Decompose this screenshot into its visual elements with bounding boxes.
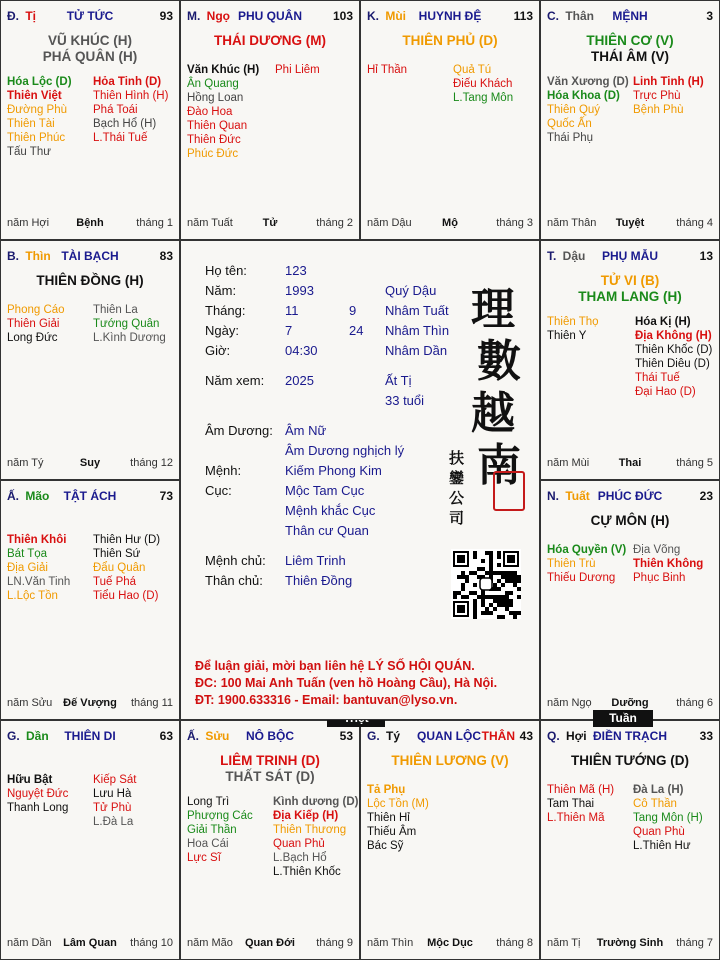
heavenly-stem: C. [547, 9, 559, 23]
menh-chu-label: Mệnh chủ: [205, 553, 266, 568]
minor-star: L.Lộc Tồn [7, 590, 58, 602]
minor-star: L.Thiên Hư [633, 840, 691, 852]
life-stage: Trường Sinh [596, 937, 664, 949]
life-stage: Quan Đới [245, 937, 295, 949]
small-calligraphy-char: 公 [449, 489, 465, 507]
minor-star: L.Bạch Hổ [273, 852, 327, 864]
minor-star: Tiểu Hao (D) [93, 590, 159, 602]
calligraphy-char: 越 [471, 388, 515, 439]
minor-star: Quan Phù [633, 826, 685, 838]
right-stars [633, 783, 703, 853]
minor-star: Tang Môn (H) [633, 812, 703, 824]
menh-label: Mệnh: [205, 463, 242, 478]
minor-star: Đà La (H) [633, 784, 684, 796]
palace-footer [7, 217, 173, 231]
palace-number: 13 [699, 249, 713, 263]
minor-star: Tấu Thư [7, 146, 51, 158]
major-star: THIÊN TƯỚNG (D) [571, 753, 689, 768]
minor-star: Thiên La [93, 304, 138, 316]
minor-star: Tướng Quân [93, 318, 160, 330]
minor-star: Bệnh Phù [633, 104, 684, 116]
palace-name: HUYNH ĐỆ [418, 9, 482, 23]
palace-footer [547, 217, 713, 231]
palace-header [547, 249, 713, 265]
minor-star: Thiếu Dương [547, 572, 616, 584]
palace-number: 113 [513, 9, 533, 23]
month-label: tháng 11 [130, 697, 173, 709]
minor-star: Đường Phù [7, 104, 67, 116]
palace-name: MỆNH [612, 9, 648, 23]
minor-star: Thiên Sứ [93, 548, 141, 560]
heavenly-stem: N. [547, 489, 559, 503]
minor-star: Thiên Đức [187, 134, 241, 146]
palace-footer [187, 217, 353, 231]
year-label: năm Mão [187, 937, 233, 949]
right-stars [273, 795, 358, 879]
palace-cell-ngo[interactable] [180, 0, 360, 240]
earthly-branch: Tị [22, 9, 36, 23]
palace-footer [187, 937, 353, 951]
field-label: Giờ: [205, 343, 231, 358]
heavenly-stem: Ấ. [187, 729, 199, 743]
life-stage: Dưỡng [611, 697, 649, 709]
palace-name: TẬT ÁCH [63, 489, 117, 503]
palace-header [547, 489, 713, 505]
minor-star: Tử Phù [93, 802, 132, 814]
field-value: 123 [285, 263, 307, 278]
life-stage: Thai [618, 457, 642, 469]
palace-name: THIÊN DI [64, 729, 116, 743]
major-star: THIÊN CƠ (V) [586, 33, 674, 48]
life-stage: Suy [79, 457, 101, 469]
minor-star: Thiên Tài [7, 118, 55, 130]
tuan-label: Tuần [593, 710, 653, 727]
minor-star: Lộc Tồn (M) [367, 798, 429, 810]
cuc-note: Mệnh khắc Cục [285, 503, 376, 518]
red-seal-stamp [493, 471, 525, 511]
minor-star: Long Trì [187, 796, 230, 808]
minor-star: Quan Phủ [273, 838, 325, 850]
palace-footer [547, 457, 713, 471]
life-stage: Tử [262, 217, 278, 229]
major-star: PHÁ QUÂN (H) [42, 49, 138, 64]
year-label: năm Hợi [7, 217, 50, 229]
month-label: tháng 2 [316, 217, 353, 229]
palace-header [547, 729, 713, 745]
palace-number: 3 [706, 9, 713, 23]
palace-number: 63 [159, 729, 173, 743]
right-stars [633, 75, 704, 117]
major-star: CỰ MÔN (H) [590, 513, 670, 528]
minor-star: Văn Khúc (H) [187, 64, 260, 76]
minor-star: Thái Tuế [635, 372, 680, 384]
year-label: năm Thìn [367, 937, 414, 949]
minor-star: Địa Võng [633, 544, 681, 556]
am-duong-note: Âm Dương nghịch lý [285, 443, 405, 458]
minor-star: Phượng Các [187, 810, 253, 822]
minor-star: Thiên Việt [7, 90, 62, 102]
palace-header [187, 729, 353, 745]
year-label: năm Mùi [547, 457, 590, 469]
minor-star: Thiên Thọ [547, 316, 599, 328]
earthly-branch: Dần [22, 729, 49, 743]
than-chu-label: Thân chủ: [205, 573, 263, 588]
field-can-chi: Nhâm Dần [385, 343, 448, 358]
minor-star: Nguyệt Đức [7, 788, 69, 800]
minor-star: Thiên Hỉ [367, 812, 410, 824]
palace-name: TỬ TỨC [66, 9, 114, 23]
minor-star: Thiếu Âm [367, 826, 417, 838]
minor-star: Long Đức [7, 332, 58, 344]
palace-number: 83 [159, 249, 173, 263]
major-star: LIÊM TRINH (D) [220, 753, 320, 768]
minor-star: Thiên Không [633, 558, 704, 570]
year-label: năm Ngọ [547, 697, 592, 709]
palace-footer [7, 697, 173, 711]
minor-star: Thiên Thương [273, 824, 347, 836]
field-value-lunar: 24 [349, 323, 364, 338]
qr-code[interactable] [451, 549, 521, 619]
heavenly-stem: T. [547, 249, 557, 263]
nam-xem-value: 2025 [285, 373, 314, 388]
heavenly-stem: Q. [547, 729, 560, 743]
left-stars [547, 315, 599, 343]
earthly-branch: Dậu [559, 249, 586, 263]
minor-star: LN.Văn Tinh [7, 576, 71, 588]
minor-star: Phá Toái [93, 104, 138, 116]
palace-number: 23 [699, 489, 713, 503]
field-value: 11 [285, 303, 299, 318]
body-palace-badge: THÂN [481, 729, 515, 743]
cuc-label: Cục: [205, 483, 232, 498]
minor-star: Ân Quang [187, 78, 239, 90]
minor-star: Quả Tú [453, 64, 492, 76]
right-stars [93, 75, 168, 145]
minor-star: Phi Liêm [275, 64, 320, 76]
minor-star: Thiên Hình (H) [93, 90, 169, 102]
age: 33 tuổi [385, 393, 425, 408]
minor-star: Hữu Bật [7, 774, 53, 786]
palace-header [7, 729, 173, 745]
year-label: năm Tý [7, 457, 44, 469]
month-label: tháng 6 [676, 697, 713, 709]
minor-star: Địa Giải [7, 562, 48, 574]
major-star: TỬ VI (B) [600, 273, 660, 288]
palace-header [7, 489, 173, 505]
palace-footer [547, 937, 713, 951]
left-stars [7, 75, 72, 159]
year-label: năm Dần [7, 937, 52, 949]
minor-star: Tam Thai [547, 798, 595, 810]
earthly-branch: Sửu [202, 729, 230, 743]
palace-name: ĐIỀN TRẠCH [593, 729, 667, 743]
earthly-branch: Tuất [562, 489, 590, 503]
palace-cell-ty[interactable] [0, 0, 180, 240]
minor-star: Hóa Lộc (D) [7, 76, 72, 88]
earthly-branch: Tý [382, 729, 401, 743]
cuc-note-2: Thân cư Quan [285, 523, 369, 538]
calligraphy-char: 數 [477, 336, 521, 387]
palace-header [547, 9, 713, 25]
minor-star: Giải Thần [187, 824, 237, 836]
minor-star: Đào Hoa [187, 106, 233, 118]
minor-star: L.Đà La [93, 816, 134, 828]
palace-header [367, 729, 533, 745]
year-label: năm Sửu [7, 697, 53, 709]
field-can-chi: Nhâm Thìn [385, 323, 450, 338]
earthly-branch: Mão [22, 489, 50, 503]
small-calligraphy-char: 司 [449, 509, 465, 527]
palace-name: PHU QUÂN [237, 9, 302, 23]
life-stage: Mộc Dục [427, 937, 473, 949]
palace-cell-than[interactable] [540, 0, 720, 240]
major-star: THÁI DƯƠNG (M) [214, 33, 326, 48]
major-star: THIÊN LƯƠNG (V) [391, 753, 509, 768]
can-chi [367, 729, 400, 743]
minor-star: Tả Phụ [367, 784, 406, 796]
palace-header [367, 9, 533, 25]
calligraphy-char: 理 [471, 284, 515, 335]
contact-line: ĐT: 1900.633316 - Email: bantuvan@lyso.vn. [195, 693, 458, 707]
palace-footer [547, 697, 713, 711]
field-can-chi: Quý Dậu [385, 283, 437, 298]
minor-star: Thiên Khốc (D) [635, 344, 713, 356]
palace-number: 103 [332, 9, 353, 23]
minor-star: Thiên Quý [547, 104, 601, 116]
palace-number: 33 [699, 729, 713, 743]
major-star: THIÊN ĐỒNG (H) [36, 273, 144, 288]
year-label: năm Tị [547, 937, 581, 949]
palace-cell-hoi[interactable] [540, 720, 720, 960]
minor-star: Hoa Cái [187, 838, 229, 850]
major-star: THẤT SÁT (D) [225, 769, 315, 784]
earthly-branch: Thân [562, 9, 594, 23]
palace-footer [367, 937, 533, 951]
minor-star: Hồng Loan [187, 92, 244, 104]
field-value: 7 [285, 323, 293, 338]
minor-star: Phục Binh [633, 572, 686, 584]
palace-footer [367, 217, 533, 231]
major-star: THAM LANG (H) [578, 289, 682, 304]
minor-star: Thanh Long [7, 802, 69, 814]
minor-star: Địa Kiếp (H) [273, 810, 339, 822]
life-stage: Lâm Quan [63, 937, 117, 949]
palace-cell-mui[interactable] [360, 0, 540, 240]
minor-star: Kiếp Sát [93, 774, 137, 786]
life-stage: Đế Vượng [63, 697, 117, 709]
nam-xem-label: Năm xem: [205, 373, 265, 388]
palace-cell-dau[interactable] [540, 240, 720, 480]
minor-star: Hóa Khoa (D) [547, 90, 620, 102]
heavenly-stem: Ấ. [7, 489, 19, 503]
right-stars [633, 543, 703, 585]
right-stars [453, 63, 513, 105]
left-stars [547, 783, 614, 825]
palace-footer [7, 937, 173, 951]
field-value: 1993 [285, 283, 314, 298]
earthly-branch: Hợi [562, 729, 587, 743]
palace-cell-suu[interactable] [180, 720, 360, 960]
palace-cell-tuat[interactable] [540, 480, 720, 720]
minor-star: Tuế Phá [93, 576, 137, 588]
earthly-branch: Mùi [382, 9, 406, 23]
am-duong-label: Âm Dương: [205, 423, 273, 438]
heavenly-stem: B. [7, 249, 19, 263]
left-stars [7, 303, 65, 345]
month-label: tháng 7 [676, 937, 713, 949]
field-value: 04:30 [285, 343, 318, 358]
heavenly-stem: G. [367, 729, 380, 743]
palace-header [7, 249, 173, 265]
year-label: năm Tuất [187, 217, 233, 229]
minor-star: Địa Không (H) [635, 330, 712, 342]
nam-xem-can-chi: Ất Tị [385, 373, 412, 388]
minor-star: Lực Sĩ [187, 852, 221, 864]
minor-star: Thiên Phúc [7, 132, 66, 144]
left-stars [547, 75, 629, 145]
left-stars [187, 63, 259, 161]
minor-star: Hỉ Thần [367, 64, 408, 76]
minor-star: Thiên Y [547, 330, 587, 342]
minor-star: Cô Thần [633, 798, 677, 810]
minor-star: Thiên Khôi [7, 534, 67, 546]
palace-footer [7, 457, 173, 471]
minor-star: Bác Sỹ [367, 840, 404, 852]
palace-header [187, 9, 353, 25]
left-stars [7, 773, 68, 815]
month-label: tháng 12 [130, 457, 173, 469]
palace-cell-mao[interactable] [0, 480, 180, 720]
life-stage: Bệnh [76, 217, 104, 229]
month-label: tháng 5 [676, 457, 713, 469]
minor-star: Bạch Hổ (H) [93, 118, 157, 130]
heavenly-stem: M. [187, 9, 201, 23]
minor-star: Thái Phụ [547, 132, 594, 144]
minor-star: Trực Phù [633, 90, 681, 102]
menh-chu-value: Liêm Trinh [285, 553, 346, 568]
palace-cell-dan[interactable] [0, 720, 180, 960]
right-stars [635, 315, 712, 399]
contact-line: ĐC: 100 Mai Anh Tuấn (ven hồ Hoàng Cầu), Hà Nội. [195, 676, 498, 690]
earthly-branch: Thìn [22, 249, 51, 263]
minor-star: Thiên Hư (D) [93, 534, 161, 546]
contact-line: Để luận giải, mời bạn liên hệ LÝ SỐ HỘI QUÁN. [195, 659, 475, 673]
minor-star: Linh Tinh (H) [633, 76, 704, 88]
minor-star: Thiên Mã (H) [547, 784, 615, 796]
left-stars [187, 795, 253, 865]
month-label: tháng 3 [496, 217, 533, 229]
heavenly-stem: Đ. [7, 9, 19, 23]
minor-star: Lưu Hà [93, 788, 132, 800]
left-stars [547, 543, 626, 585]
left-stars [7, 533, 70, 603]
right-stars [93, 533, 160, 603]
small-calligraphy-char: 鑾 [449, 469, 465, 487]
minor-star: L.Kình Dương [93, 332, 166, 344]
minor-star: Thiên Diêu (D) [635, 358, 710, 370]
month-label: tháng 9 [316, 937, 353, 949]
palace-name: PHỤ MẪU [602, 249, 658, 263]
field-value-lunar: 9 [349, 303, 357, 318]
than-chu-value: Thiên Đồng [285, 573, 353, 588]
field-label: Họ tên: [205, 263, 247, 278]
palace-number: 73 [159, 489, 173, 503]
life-stage: Tuyệt [615, 217, 645, 229]
minor-star: Đẩu Quân [93, 562, 146, 574]
major-star: THÁI ÂM (V) [591, 49, 669, 64]
left-stars [367, 63, 407, 77]
minor-star: Đại Hao (D) [635, 386, 696, 398]
palace-name: QUAN LỘC [417, 729, 481, 743]
right-stars [275, 63, 320, 77]
field-can-chi: Nhâm Tuất [385, 303, 449, 318]
palace-name: NÔ BỘC [246, 729, 294, 743]
minor-star: Văn Xương (D) [547, 76, 629, 88]
am-duong-value: Âm Nữ [285, 423, 327, 438]
minor-star: Phong Cáo [7, 304, 65, 316]
life-stage: Mộ [442, 217, 458, 229]
center-info-panel [180, 240, 540, 720]
minor-star: L.Thái Tuế [93, 132, 148, 144]
year-label: năm Dậu [367, 217, 412, 229]
palace-number: 53 [339, 729, 353, 743]
minor-star: L.Thiên Mã [547, 812, 605, 824]
field-label: Năm: [205, 283, 237, 298]
menh-value: Kiếm Phong Kim [285, 463, 382, 478]
palace-name: TÀI BẠCH [61, 249, 119, 263]
minor-star: Điếu Khách [453, 78, 513, 90]
month-label: tháng 4 [676, 217, 713, 229]
minor-star: Hỏa Tinh (D) [93, 76, 162, 88]
minor-star: Thiên Trù [547, 558, 596, 570]
palace-number: 43 [519, 729, 533, 743]
minor-star: Hóa Quyền (V) [547, 544, 627, 556]
month-label: tháng 1 [136, 217, 173, 229]
field-label: Tháng: [205, 303, 246, 318]
palace-number: 93 [159, 9, 173, 23]
month-label: tháng 10 [130, 937, 173, 949]
small-calligraphy-char: 扶 [449, 449, 465, 467]
heavenly-stem: G. [7, 729, 20, 743]
major-star: VŨ KHÚC (H) [48, 33, 132, 48]
minor-star: Thiên Giải [7, 318, 60, 330]
month-label: tháng 8 [496, 937, 533, 949]
earthly-branch: Ngọ [203, 9, 231, 23]
major-star: THIÊN PHỦ (D) [402, 33, 498, 48]
minor-star: Quốc Ấn [547, 118, 592, 130]
palace-cell-ty2[interactable] [360, 720, 540, 960]
minor-star: Thiên Quan [187, 120, 248, 132]
right-stars [93, 303, 166, 345]
calligraphy-char: 南 [477, 440, 521, 491]
heavenly-stem: K. [367, 9, 379, 23]
minor-star: L.Tang Môn [453, 92, 514, 104]
minor-star: Phúc Đức [187, 148, 239, 160]
minor-star: Kình dương (D) [273, 796, 359, 808]
minor-star: L.Thiên Khốc [273, 866, 341, 878]
palace-header [7, 9, 173, 25]
palace-name: PHÚC ĐỨC [597, 489, 663, 503]
minor-star: Bát Tọa [7, 548, 48, 560]
field-label: Ngày: [205, 323, 239, 338]
palace-cell-thin[interactable] [0, 240, 180, 480]
year-label: năm Thân [547, 217, 597, 229]
left-stars [367, 783, 429, 853]
right-stars [93, 773, 136, 829]
cuc-value: Mộc Tam Cục [285, 483, 365, 498]
minor-star: Hóa Kị (H) [635, 316, 691, 328]
